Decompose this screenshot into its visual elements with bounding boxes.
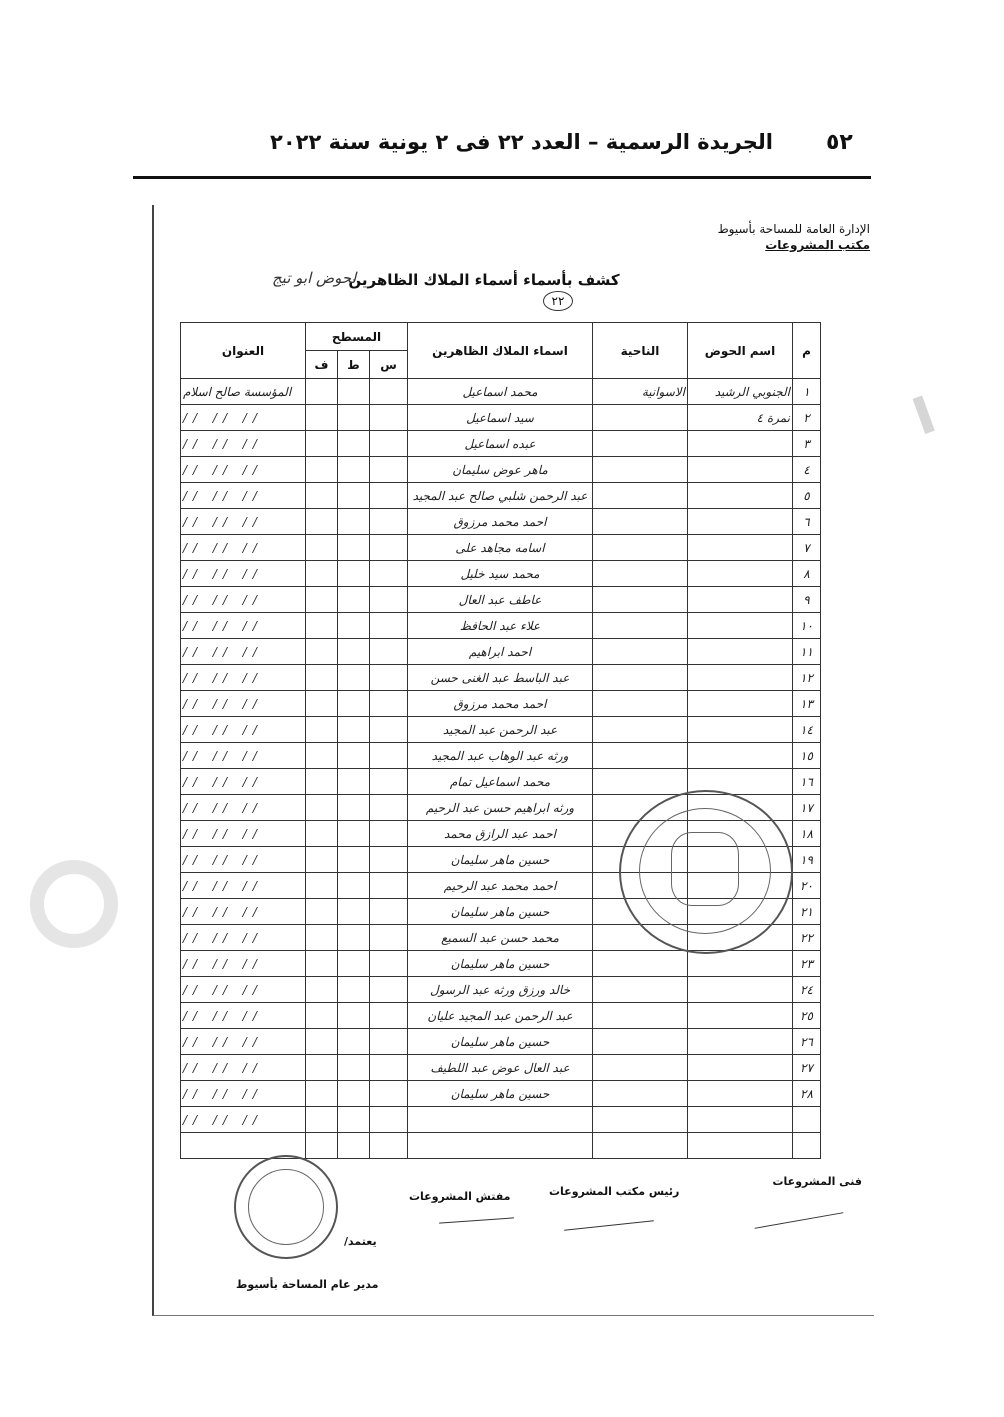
row-address: // // // xyxy=(181,847,306,873)
row-owner-name: احمد محمد مرزوق xyxy=(408,509,593,535)
row-area-t xyxy=(338,717,370,743)
row-area-f xyxy=(306,821,338,847)
row-owner-name: محمد اسماعيل xyxy=(408,379,593,405)
table-row xyxy=(181,587,821,613)
row-district xyxy=(593,535,688,561)
table-row xyxy=(181,769,821,795)
row-address: // // // xyxy=(181,873,306,899)
row-area-s xyxy=(370,431,408,457)
row-area-t xyxy=(338,405,370,431)
row-area-f xyxy=(306,405,338,431)
row-district xyxy=(593,509,688,535)
row-area-t xyxy=(338,795,370,821)
row-area-f xyxy=(306,639,338,665)
scanned-sheet xyxy=(152,205,874,1316)
row-owner-name: عبد الباسط عبد الغنى حسن xyxy=(408,665,593,691)
table-body xyxy=(181,379,821,1159)
row-area-s xyxy=(370,1055,408,1081)
row-area-f xyxy=(306,561,338,587)
row-district xyxy=(593,457,688,483)
row-area-t xyxy=(338,1081,370,1107)
header-district: الناحية xyxy=(593,323,688,379)
row-area-t xyxy=(338,769,370,795)
row-area-s xyxy=(370,691,408,717)
table-row xyxy=(181,1081,821,1107)
table-row xyxy=(181,717,821,743)
row-basin: الجنوبي الرشيد xyxy=(688,379,793,405)
row-area-f xyxy=(306,847,338,873)
row-address: // // // xyxy=(181,457,306,483)
header-serial: م xyxy=(793,323,821,379)
row-area-f xyxy=(306,483,338,509)
table-row xyxy=(181,691,821,717)
row-address: // // // xyxy=(181,925,306,951)
row-address: // // // xyxy=(181,561,306,587)
row-area-s xyxy=(370,405,408,431)
row-area-t xyxy=(338,847,370,873)
row-address: // // // xyxy=(181,691,306,717)
row-serial: ١١ xyxy=(793,639,821,665)
row-serial: ١٤ xyxy=(793,717,821,743)
row-address: // // // xyxy=(181,821,306,847)
row-area-s xyxy=(370,1107,408,1133)
row-serial: ٢٦ xyxy=(793,1029,821,1055)
row-address: // // // xyxy=(181,613,306,639)
owners-table xyxy=(180,322,821,1159)
row-area-f xyxy=(306,1055,338,1081)
row-basin xyxy=(688,483,793,509)
director-label: مدير عام المساحة بأسيوط xyxy=(236,1278,379,1291)
row-area-s xyxy=(370,379,408,405)
row-owner-name: ورثه عبد الوهاب عبد المجيد xyxy=(408,743,593,769)
row-serial: ١٢ xyxy=(793,665,821,691)
row-area-s xyxy=(370,639,408,665)
row-serial: ٢٥ xyxy=(793,1003,821,1029)
row-area-f xyxy=(306,743,338,769)
row-area-f xyxy=(306,431,338,457)
row-area-s xyxy=(370,1003,408,1029)
row-basin xyxy=(688,457,793,483)
sheet-title: كشف بأسماء أسماء الملاك الظاهرين xyxy=(348,271,620,289)
row-basin xyxy=(688,1003,793,1029)
row-area-t xyxy=(338,1003,370,1029)
row-address: // // // xyxy=(181,405,306,431)
row-area-t xyxy=(338,561,370,587)
row-basin xyxy=(688,1055,793,1081)
row-district xyxy=(593,405,688,431)
approve-label: يعتمد/ xyxy=(344,1235,377,1248)
table-row xyxy=(181,1003,821,1029)
table-row xyxy=(181,431,821,457)
row-area-s xyxy=(370,899,408,925)
row-area-t xyxy=(338,509,370,535)
row-basin: نمرة ٤ xyxy=(688,405,793,431)
row-owner-name: اسامه مجاهد على xyxy=(408,535,593,561)
table-row xyxy=(181,613,821,639)
row-address: // // // xyxy=(181,639,306,665)
row-owner-name: محمد حسن عبد السميع xyxy=(408,925,593,951)
header-basin: اسم الحوض xyxy=(688,323,793,379)
row-area-t xyxy=(338,665,370,691)
row-serial: ١٨ xyxy=(793,821,821,847)
header-area-t: ط xyxy=(338,351,370,379)
row-address: // // // xyxy=(181,1055,306,1081)
header-area-s: س xyxy=(370,351,408,379)
row-address: // // // xyxy=(181,899,306,925)
row-owner-name: خالد ورزق ورثه عبد الرسول xyxy=(408,977,593,1003)
row-basin xyxy=(688,1029,793,1055)
row-serial: ٤ xyxy=(793,457,821,483)
row-basin xyxy=(688,639,793,665)
header-area-f: ف xyxy=(306,351,338,379)
row-district xyxy=(593,639,688,665)
row-owner-name: علاء عبد الحافظ xyxy=(408,613,593,639)
row-basin xyxy=(688,951,793,977)
row-serial: ٥ xyxy=(793,483,821,509)
signature-line-head xyxy=(564,1220,654,1230)
row-owner-name: حسين ماهر سليمان xyxy=(408,899,593,925)
row-basin xyxy=(688,691,793,717)
row-area-f xyxy=(306,795,338,821)
row-area-f xyxy=(306,613,338,639)
table-row xyxy=(181,379,821,405)
row-area-s xyxy=(370,457,408,483)
row-serial: ١٧ xyxy=(793,795,821,821)
row-area-t xyxy=(338,1055,370,1081)
row-address: // // // xyxy=(181,743,306,769)
row-owner-name: سيد اسماعيل xyxy=(408,405,593,431)
row-district xyxy=(593,743,688,769)
row-address: // // // xyxy=(181,977,306,1003)
row-serial: ١٠ xyxy=(793,613,821,639)
watermark-logo: ━ xyxy=(883,386,963,444)
row-area-s xyxy=(370,535,408,561)
row-district: الاسوانية xyxy=(593,379,688,405)
row-owner-name: محمد اسماعيل تمام xyxy=(408,769,593,795)
table-row xyxy=(181,639,821,665)
table-row xyxy=(181,1107,821,1133)
row-address: // // // xyxy=(181,717,306,743)
row-serial: ٩ xyxy=(793,587,821,613)
row-area-s xyxy=(370,717,408,743)
row-area-f xyxy=(306,587,338,613)
row-owner-name: ورثه ابراهيم حسن عبد الرحيم xyxy=(408,795,593,821)
row-serial: ٣ xyxy=(793,431,821,457)
row-area-s xyxy=(370,1029,408,1055)
row-area-t xyxy=(338,613,370,639)
row-owner-name: عبد الرحمن شلبي صالح عبد المجيد xyxy=(408,483,593,509)
row-serial: ١٥ xyxy=(793,743,821,769)
row-basin xyxy=(688,1107,793,1133)
gazette-title: الجريدة الرسمية – العدد ٢٢ فى ٢ يونية سنة ٢٠٢٢ xyxy=(270,130,773,154)
row-owner-name: عبد العال عوض عبد اللطيف xyxy=(408,1055,593,1081)
row-basin xyxy=(688,535,793,561)
row-area-t xyxy=(338,483,370,509)
row-address: // // // xyxy=(181,951,306,977)
signature-technician-label: فنى المشروعات xyxy=(772,1175,862,1188)
row-basin xyxy=(688,509,793,535)
row-area-t xyxy=(338,951,370,977)
row-area-f xyxy=(306,379,338,405)
row-district xyxy=(593,1029,688,1055)
row-basin xyxy=(688,665,793,691)
signature-line-inspector xyxy=(439,1217,514,1223)
office-line-1: الإدارة العامة للمساحة بأسيوط xyxy=(717,222,870,236)
row-owner-name: ماهر عوض سليمان xyxy=(408,457,593,483)
row-serial: ٢٠ xyxy=(793,873,821,899)
row-address: // // // xyxy=(181,1003,306,1029)
row-area-t xyxy=(338,1029,370,1055)
row-owner-name: عبد الرحمن عبد المجيد عليان xyxy=(408,1003,593,1029)
row-area-f xyxy=(306,873,338,899)
table-row xyxy=(181,743,821,769)
row-area-f xyxy=(306,1107,338,1133)
row-address: // // // xyxy=(181,769,306,795)
row-area-f xyxy=(306,925,338,951)
row-area-t xyxy=(338,691,370,717)
official-seal-stamp xyxy=(619,790,793,954)
row-area-s xyxy=(370,821,408,847)
table-row xyxy=(181,977,821,1003)
table-row xyxy=(181,509,821,535)
row-area-s xyxy=(370,665,408,691)
row-basin xyxy=(688,1081,793,1107)
row-area-f xyxy=(306,1081,338,1107)
row-address: // // // xyxy=(181,509,306,535)
row-owner-name: حسين ماهر سليمان xyxy=(408,1081,593,1107)
row-area-s xyxy=(370,1081,408,1107)
row-owner-name: عبد الرحمن عبد المجيد xyxy=(408,717,593,743)
row-basin xyxy=(688,431,793,457)
row-serial xyxy=(793,1107,821,1133)
table-row xyxy=(181,1055,821,1081)
office-line-2: مكتب المشروعات xyxy=(765,238,870,252)
row-area-f xyxy=(306,1029,338,1055)
row-area-s xyxy=(370,509,408,535)
row-serial: ١٣ xyxy=(793,691,821,717)
row-area-s xyxy=(370,561,408,587)
row-owner-name: احمد محمد عبد الرحيم xyxy=(408,873,593,899)
row-district xyxy=(593,1107,688,1133)
row-district xyxy=(593,977,688,1003)
row-district xyxy=(593,951,688,977)
row-address: // // // xyxy=(181,1029,306,1055)
row-serial: ٢٨ xyxy=(793,1081,821,1107)
row-serial: ٢١ xyxy=(793,899,821,925)
row-area-t xyxy=(338,379,370,405)
row-basin xyxy=(688,613,793,639)
row-basin xyxy=(688,717,793,743)
table-row xyxy=(181,951,821,977)
row-address: // // // xyxy=(181,665,306,691)
row-area-f xyxy=(306,899,338,925)
table-row xyxy=(181,457,821,483)
row-serial: ٧ xyxy=(793,535,821,561)
row-area-f xyxy=(306,665,338,691)
table-row xyxy=(181,483,821,509)
header-divider xyxy=(133,176,871,179)
row-area-f xyxy=(306,457,338,483)
row-area-s xyxy=(370,873,408,899)
row-district xyxy=(593,769,688,795)
row-area-f xyxy=(306,977,338,1003)
row-area-s xyxy=(370,743,408,769)
row-area-t xyxy=(338,821,370,847)
row-owner-name xyxy=(408,1107,593,1133)
row-area-f xyxy=(306,535,338,561)
row-district xyxy=(593,1003,688,1029)
row-address: // // // xyxy=(181,431,306,457)
row-owner-name: عاطف عبد العال xyxy=(408,587,593,613)
row-owner-name: حسين ماهر سليمان xyxy=(408,1029,593,1055)
signature-head-label: رئيس مكتب المشروعات xyxy=(549,1185,680,1198)
page-number: ٥٢ xyxy=(826,130,853,155)
row-district xyxy=(593,613,688,639)
row-area-t xyxy=(338,873,370,899)
table-row xyxy=(181,535,821,561)
row-area-t xyxy=(338,977,370,1003)
row-address: // // // xyxy=(181,1081,306,1107)
row-area-s xyxy=(370,613,408,639)
table-header-row xyxy=(181,323,821,351)
sheet-number: ٢٢ xyxy=(543,291,573,311)
table-row xyxy=(181,1029,821,1055)
row-area-f xyxy=(306,691,338,717)
row-area-s xyxy=(370,925,408,951)
row-district xyxy=(593,561,688,587)
row-district xyxy=(593,483,688,509)
table-row xyxy=(181,405,821,431)
row-address: // // // xyxy=(181,535,306,561)
row-serial: ٢٢ xyxy=(793,925,821,951)
signature-area xyxy=(154,1150,874,1300)
row-serial: ١٦ xyxy=(793,769,821,795)
row-address: // // // xyxy=(181,587,306,613)
row-area-f xyxy=(306,1003,338,1029)
row-serial: ٢٣ xyxy=(793,951,821,977)
row-area-s xyxy=(370,769,408,795)
director-seal-stamp xyxy=(234,1155,338,1259)
office-heading xyxy=(610,221,870,253)
row-owner-name: حسين ماهر سليمان xyxy=(408,951,593,977)
row-serial: ٢ xyxy=(793,405,821,431)
row-address: // // // xyxy=(181,795,306,821)
row-area-f xyxy=(306,509,338,535)
row-area-t xyxy=(338,457,370,483)
row-district xyxy=(593,691,688,717)
row-owner-name: عبده اسماعيل xyxy=(408,431,593,457)
row-serial: ١٩ xyxy=(793,847,821,873)
table-row xyxy=(181,561,821,587)
row-area-t xyxy=(338,925,370,951)
watermark-circle-icon xyxy=(30,860,118,948)
row-area-s xyxy=(370,977,408,1003)
row-area-t xyxy=(338,743,370,769)
table-row xyxy=(181,665,821,691)
header-address: العنوان xyxy=(181,323,306,379)
row-basin xyxy=(688,743,793,769)
row-area-t xyxy=(338,535,370,561)
row-area-f xyxy=(306,951,338,977)
sheet-title-handwritten: لحوض ابو تيج xyxy=(272,269,357,287)
row-district xyxy=(593,665,688,691)
row-serial: ٨ xyxy=(793,561,821,587)
row-area-s xyxy=(370,795,408,821)
row-area-t xyxy=(338,587,370,613)
row-area-s xyxy=(370,847,408,873)
row-serial: ٢٧ xyxy=(793,1055,821,1081)
row-owner-name: احمد ابراهيم xyxy=(408,639,593,665)
row-address: المؤسسة صالح اسلام xyxy=(181,379,306,405)
header-owners: اسماء الملاك الظاهرين xyxy=(408,323,593,379)
row-area-s xyxy=(370,951,408,977)
row-district xyxy=(593,431,688,457)
row-area-t xyxy=(338,431,370,457)
row-basin xyxy=(688,977,793,1003)
header-area: المسطح xyxy=(306,323,408,351)
row-basin xyxy=(688,587,793,613)
row-area-f xyxy=(306,769,338,795)
row-serial: ٢٤ xyxy=(793,977,821,1003)
row-area-f xyxy=(306,717,338,743)
row-area-s xyxy=(370,587,408,613)
row-district xyxy=(593,587,688,613)
row-district xyxy=(593,1081,688,1107)
signature-inspector-label: مفتش المشروعات xyxy=(409,1190,511,1203)
row-owner-name: حسين ماهر سليمان xyxy=(408,847,593,873)
row-owner-name: احمد محمد مرزوق xyxy=(408,691,593,717)
row-area-t xyxy=(338,1107,370,1133)
row-serial: ١ xyxy=(793,379,821,405)
row-area-s xyxy=(370,483,408,509)
row-serial: ٦ xyxy=(793,509,821,535)
signature-line-technician xyxy=(755,1212,844,1229)
row-basin xyxy=(688,561,793,587)
row-owner-name: محمد سيد خليل xyxy=(408,561,593,587)
row-address: // // // xyxy=(181,1107,306,1133)
row-area-t xyxy=(338,639,370,665)
row-district xyxy=(593,1055,688,1081)
row-area-t xyxy=(338,899,370,925)
row-address: // // // xyxy=(181,483,306,509)
row-owner-name: احمد عبد الرازق محمد xyxy=(408,821,593,847)
row-district xyxy=(593,717,688,743)
